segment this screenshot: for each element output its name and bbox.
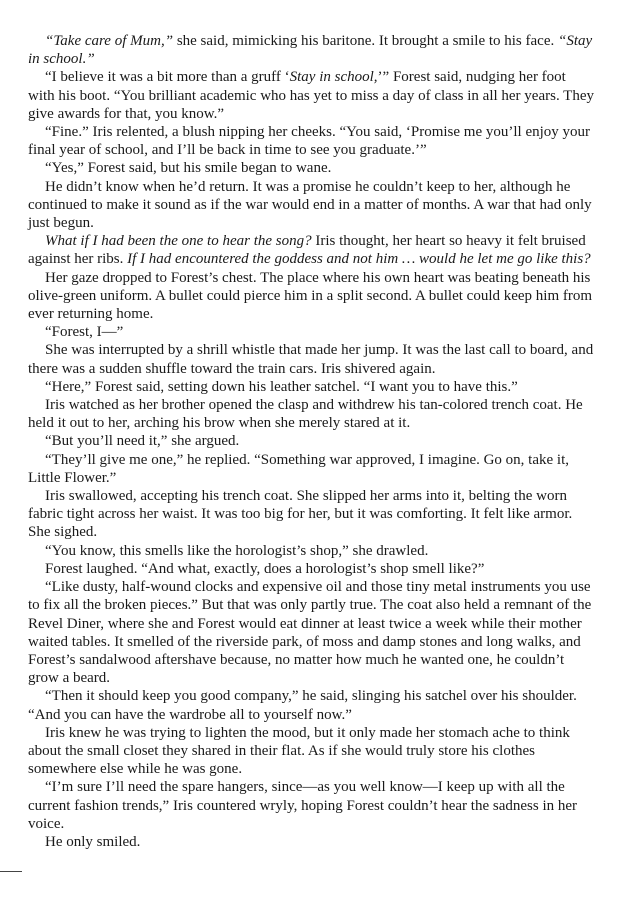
paragraph [28,833,596,851]
text-run: Her gaze dropped to Forest’s chest. The place where his own heart was beating beneath his olive-green uniform. A bullet could pierce him in a split second. A bullet could keep him from ever returning home. [28,269,593,323]
text-run: “Here,” Forest said, setting down his leather satchel. “I want you to have this.” [45,378,518,395]
text-run: “I believe it was a bit more than a gruff ‘ [45,69,290,86]
text-run: “They’ll give me one,” he replied. “Something war approved, I imagine. Go on, take it, Little Flower.” [28,451,569,486]
text-run: she said, mimicking his baritone. It brought a smile to his face. [173,33,558,49]
italic-run: If I had encountered the goddess and not him … would he let me go like this? [127,251,591,268]
text-run: “Like dusty, half-wound clocks and expensive oil and those tiny metal instruments you use to fix all the broken pieces.” But that was only partly true. The coat also held a remnant of the Revel Diner, where she and Forest would eat dinner at least twice a week while their mother waited tables. It smelled of the riverside park, of moss and damp stones and long walks, and Forest’s sandalwood aftershave because, no matter how much he wanted one, he couldn’t grow a beard. [28,579,592,687]
paragraph [28,68,596,123]
book-page-text [28,32,596,851]
paragraph [28,232,596,268]
paragraph [28,378,596,396]
italic-run: “Take care of Mum,” [45,33,174,49]
text-run: Iris swallowed, accepting his trench coat. She slipped her arms into it, belting the worn fabric tight across her waist. It was too big for her, but it was comforting. It felt like armor. She sighed. [28,488,573,541]
text-run: She was interrupted by a shrill whistle that made her jump. It was the last call to board, and there was a sudden shuffle toward the train cars. Iris shivered again. [28,342,594,377]
text-run: “Then it should keep you good company,” he said, slinging his satchel over his shoulder. “And you can have the wardrobe all to yourself now.” [28,688,577,723]
footer-rule [0,871,22,872]
text-run: Iris watched as her brother opened the clasp and withdrew his tan-colored trench coat. He held it out to her, arching his brow when she merely stared at it. [28,397,583,432]
paragraph [28,323,596,341]
text-run: “Fine.” Iris relented, a blush nipping her cheeks. “You said, ‘Promise me you’ll enjoy your final year of school, and I’ll be back in time to see you graduate.’” [28,124,591,159]
text-run: Iris thought, her heart so heavy it felt bruised against her ribs. [28,233,586,268]
text-run: He didn’t know when he’d return. It was a promise he couldn’t keep to her, although he continued to make it sound as if the war would end in a matter of months. A war that had only just begun. [28,178,592,232]
italic-run: “Stay in school.” [28,33,593,68]
text-run: “Yes,” Forest said, but his smile began to wane. [45,160,332,177]
italic-run: What if I had been the one to hear the song? [45,233,312,250]
italic-run: Stay in school, [289,69,378,86]
text-run: “Forest, I—” [45,324,124,341]
paragraph [28,341,596,377]
paragraph [28,123,596,159]
paragraph [28,159,596,177]
paragraph [28,778,596,833]
paragraph [28,560,596,578]
paragraph [28,269,596,324]
paragraph [28,687,596,723]
paragraph [28,542,596,560]
text-run: ’” Forest said, nudging her foot with his boot. “You brilliant academic who has yet to miss a day of class in all her years. They give awards for that, you know.” [28,69,595,122]
text-run: Iris knew he was trying to lighten the mood, but it only made her stomach ache to think about the small closet they shared in their flat. As if she would truly store his clothes somewhere else while he was gone. [28,724,570,778]
paragraph [28,451,596,487]
paragraph [28,32,596,68]
text-run: He only smiled. [45,833,141,850]
text-run: Forest laughed. “And what, exactly, does a horologist’s shop smell like?” [45,560,485,577]
text-run: “You know, this smells like the horologist’s shop,” she drawled. [45,542,429,559]
paragraph [28,724,596,779]
paragraph [28,432,596,450]
paragraph [28,578,596,687]
paragraph [28,487,596,542]
paragraph [28,178,596,233]
text-run: “I’m sure I’ll need the spare hangers, since—as you well know—I keep up with all the current fashion trends,” Iris countered wryly, hoping Forest couldn’t hear the sadness in her voice. [28,779,578,832]
text-run: “But you’ll need it,” she argued. [45,433,240,450]
paragraph [28,396,596,432]
